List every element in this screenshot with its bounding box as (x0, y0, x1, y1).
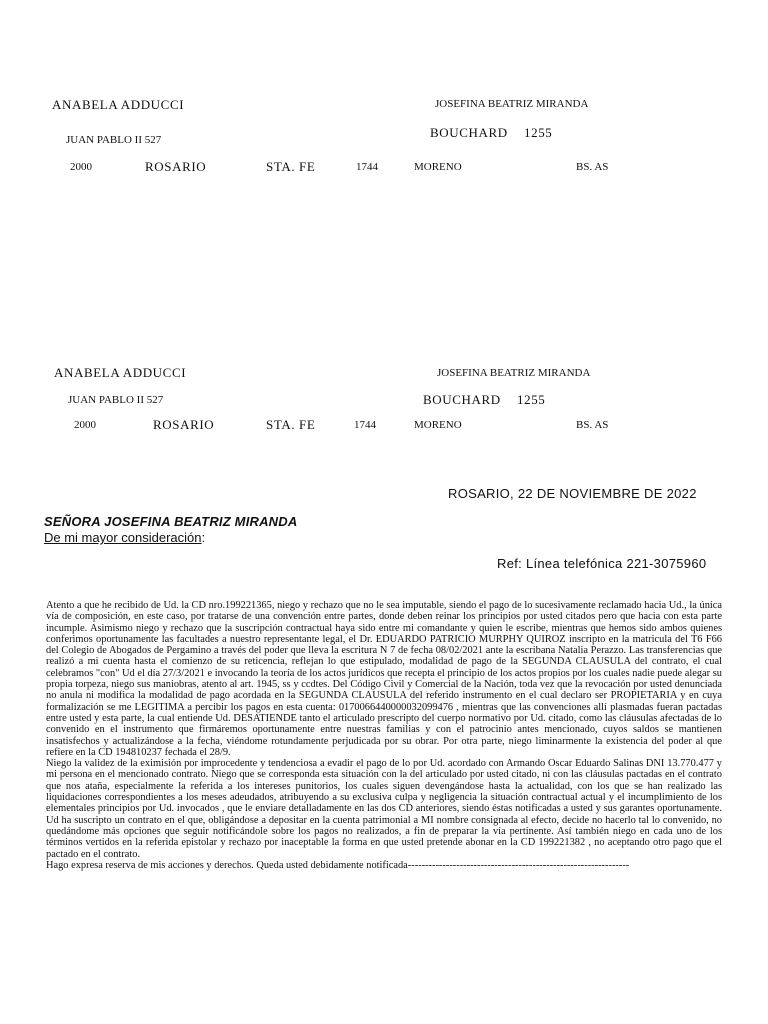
greeting (44, 529, 205, 547)
recipient-city: MORENO (414, 161, 462, 173)
greeting-colon: : (201, 530, 206, 545)
recipient-zip: 1744 (354, 419, 376, 431)
sender-zip: 2000 (74, 419, 96, 431)
sender-street: JUAN PABLO II 527 (68, 394, 164, 406)
sender-province: STA. FE (266, 159, 316, 174)
letter-body (46, 600, 722, 871)
recipient-number: 1255 (524, 125, 553, 140)
sender-name: ANABELA ADDUCCI (52, 97, 185, 112)
body-paragraph: Atento a que he recibido de Ud. la CD nro.199221365, niego y rechazo que no le sea imputable, siendo el pago de lo sucesivamente reclamado hacia Ud., la única vía de composición, en este caso, por tratarse de una convención entre partes, donde deben reinar los principios por usted citados pero que hacia con esta parte incumple. Asimismo niego y rechazo que la suscripción contractual haya sido entre mi comandante y quien le escribe, mientras que hemos sido ambos quienes conferimos oportunamente las facultades a nuestro representante legal, el Dr. EDUARDO PATRICIO MURPHY QUIROZ inscripto en la matricula del T6 F66 del Colegio de Abogados de Pergamino a través del poder que lleva la escritura N 7 de fecha 08/02/2021 ante la escribana Natalia Perazzo. Las transferencias que realizó a mi cuenta hasta el comienzo de su reticencia, reflejan lo que estipulado, modalidad de pago de la SEGUNDA CLAUSULA del contrato, el cual celebramos "con" Ud el día 27/3/2021 e invocando la teoría de los actos jurídicos que recepta el principio de los actos propios por los cuales nadie puede alegar su propia torpeza, niego sus maniobras, atento al art. 1945, ss y ccdtes. Del Código Civil y Comercial de la Nación, toda vez que la revocación por usted denunciada no anula ni modifica la modalidad de pago acordada en la SEGUNDA CLAUSULA del referido instrumento en el cual declaro ser PROPIETARIA y en cuya formalización se me LEGITIMA a percibir los pagos en esta cuenta: 0170066440000032099476 , mientras que las convenciones allí plasmadas fueran pactadas entre usted y esta parte, la cual entiende Ud. DESATIENDE tanto el articulado prescripto del cuerpo normativo por Ud. citado, como las cláusulas afectadas de lo convenido en el instrumento que firmáremos oportunamente entre nuestras familias y con el patrocinio antes mencionado, cuyos saldos se mantienen insatisfechos y actualizándose a la fecha, viéndome rotundamente perjudicada por su obrar. Por otra parte, niego liminarmente la existencia del poder al que refiere en la CD 194810237 fechada el 28/9. (46, 600, 722, 758)
letter-recipient: SEÑORA JOSEFINA BEATRIZ MIRANDA (44, 514, 298, 529)
recipient-city: MORENO (414, 419, 462, 431)
date-line: ROSARIO, 22 DE NOVIEMBRE DE 2022 (448, 486, 697, 501)
greeting-text: De mi mayor consideración (44, 530, 202, 545)
body-paragraph: Niego la validez de la eximisión por improcedente y tendenciosa a evadir el pago de lo por Ud. acordado con Armando Oscar Eduardo Salinas DNI 13.770.477 y mi persona en el mencionado contrato. Niego que se corresponda esta situación con la del articulado por usted citado, ni con las cláusulas pactadas en el contrato que nos ataña, especialmente la referida a los intereses punitorios, los cuales siguen devengándose hasta la actualidad, con los que se han realizado las liquidaciones correspondientes a los meses adeudados, atribuyendo a su exclusiva culpa y negligencia la situación contractual actual y el incumplimiento de los elementales principios por Ud. invocados , que le enviare detalladamente en las dos CD anteriores, siendo éstas notificadas a usted y sus garantes oportunamente. Ud ha suscripto un contrato en el que, obligándose a depositar en la cuenta patrimonial a MI nombre consignada al efecto, decide no hacerlo tal lo convenido, no quedándome más opciones que seguir notificándole sobre los pagos no realizados, a fin de preparar la vía pertinente. Así también niego en cada uno de los términos vertidos en la referida epistolar y rechazo por inaceptable la forma en que usted pretende abonar en la CD 199221382 , no aceptando otro pago que el pactado en el contrato. (46, 758, 722, 860)
recipient-number: 1255 (517, 392, 546, 407)
recipient-name: JOSEFINA BEATRIZ MIRANDA (435, 98, 589, 110)
reference-line: Ref: Línea telefónica 221-3075960 (497, 556, 707, 571)
recipient-street: BOUCHARD (423, 392, 501, 407)
recipient-province: BS. AS (576, 161, 609, 173)
body-paragraph: Hago expresa reserva de mis acciones y derechos. Queda usted debidamente notificada---------------------------------------------------------------- (46, 859, 630, 871)
sender-city: ROSARIO (153, 417, 215, 432)
sender-name: ANABELA ADDUCCI (54, 365, 187, 380)
recipient-province: BS. AS (576, 419, 609, 431)
recipient-street: BOUCHARD (430, 125, 508, 140)
recipient-name: JOSEFINA BEATRIZ MIRANDA (437, 367, 591, 379)
recipient-zip: 1744 (356, 161, 378, 173)
sender-street: JUAN PABLO II 527 (66, 134, 162, 146)
sender-city: ROSARIO (145, 159, 207, 174)
sender-zip: 2000 (70, 161, 92, 173)
sender-province: STA. FE (266, 417, 316, 432)
